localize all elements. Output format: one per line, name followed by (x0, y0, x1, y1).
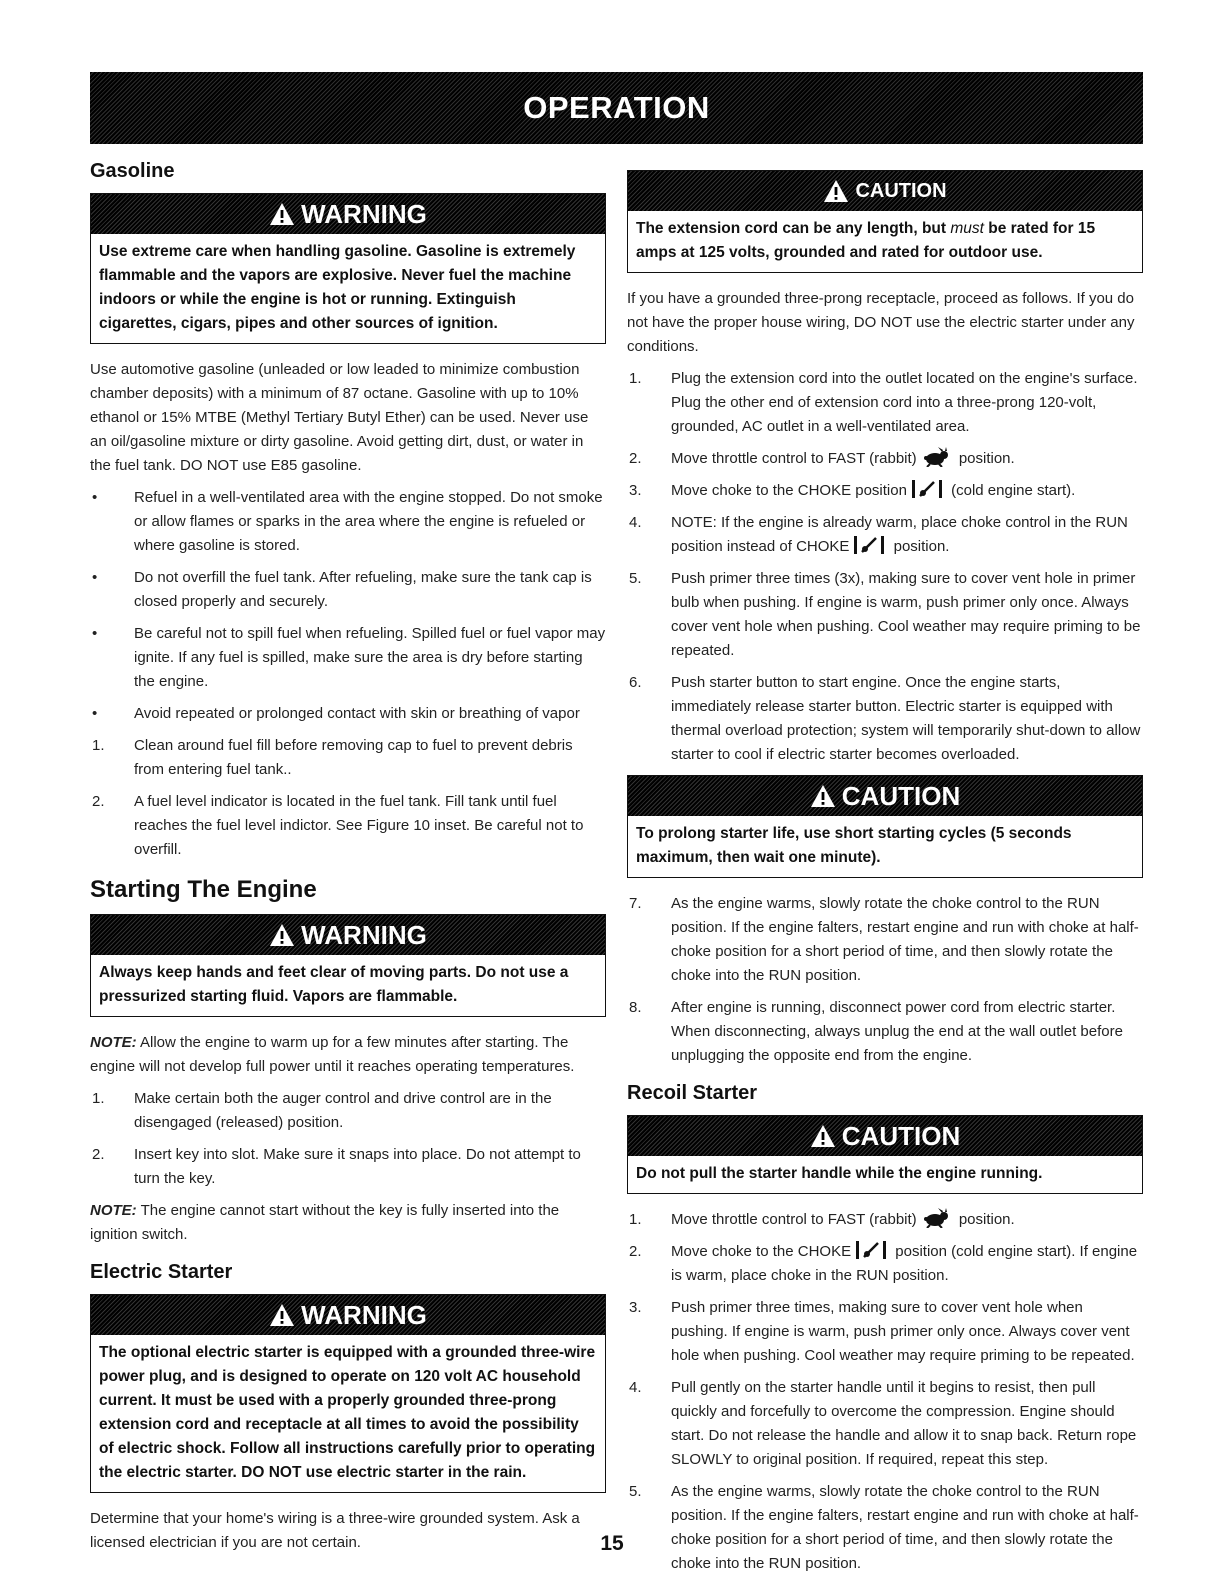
section-title-recoil-starter: Recoil Starter (627, 1082, 758, 1104)
starting-warning-box (90, 914, 606, 1017)
list-item: 3. Move choke to the CHOKE position (cold engine start). (627, 479, 1143, 503)
right-column (627, 158, 1143, 1584)
starting-steps (90, 1087, 606, 1191)
bullet-marker: • (92, 705, 98, 722)
recoil-caution-box (627, 1115, 1143, 1194)
caution-text: The extension cord can be any length, but must be rated for 15 amps at 125 volts, grounded and rated for outdoor use. (636, 220, 1096, 261)
rabbit-icon (921, 1208, 951, 1228)
list-item: 2. A fuel level indicator is located in the fuel tank. Fill tank until fuel reaches the fuel level indictor. See Figure 10 inset. Be careful not to overfill. (92, 793, 584, 858)
warning-signal-word: WARNING (301, 198, 427, 229)
alert-triangle-icon (269, 1303, 295, 1327)
note-paragraph: NOTE: Allow the engine to warm up for a few minutes after starting. The engine will not develop full power until it reaches operating temperatures. (90, 1034, 575, 1075)
alert-triangle-icon (269, 923, 295, 947)
electric-paragraph: Determine that your home's wiring is a three-wire grounded system. Ask a licensed electrician if you are not certain. (90, 1510, 580, 1551)
alert-triangle-icon (810, 1124, 836, 1148)
choke-symbol-icon (854, 1240, 888, 1260)
warning-signal-word: WARNING (301, 919, 427, 950)
list-item: 1. Clean around fuel fill before removing cap to fuel to prevent debris from entering fuel tank.. (92, 737, 573, 778)
section-title-electric-starter: Electric Starter (90, 1261, 233, 1283)
rabbit-icon (921, 447, 951, 467)
list-item: 3. Push primer three times, making sure to cover vent hole when pushing. If engine is warm, push primer only once. Always cover vent hole when pushing. Cool weather may require priming to be repeated. (629, 1299, 1135, 1364)
bullet-marker: • (92, 569, 98, 586)
caution-text: Do not pull the starter handle while the engine running. (636, 1165, 1043, 1182)
bullet-marker: • (92, 625, 98, 642)
list-item: • Do not overfill the fuel tank. After refueling, make sure the tank cap is closed properly and securely. (90, 566, 606, 614)
caution-banner (628, 1116, 1142, 1156)
warning-text: The optional electric starter is equipped with a grounded three-wire power plug, and is designed to operate on 120 volt AC household current. It must be used with a properly grounded three-prong extension cord and receptacle at all times to avoid the possibility of electric shock. Follow all instructions carefully prior to operating the electric starter. DO NOT use electric starter in the rain. (99, 1344, 596, 1481)
left-column (90, 158, 606, 1563)
page-number: 15 (600, 1532, 624, 1555)
caution-signal-word: CAUTION (855, 179, 947, 202)
warning-text: Use extreme care when handling gasoline. Gasoline is extremely flammable and the vapors are explosive. Never fuel the machine indoors or while the engine is hot or running. Extinguish cigarettes, cigars, pipes and other sources of ignition. (99, 243, 576, 332)
gasoline-bullet-list (90, 486, 606, 726)
alert-triangle-icon (810, 784, 836, 808)
list-item: 8. After engine is running, disconnect power cord from electric starter. When disconnecting, always unplug the end at the wall outlet before unplugging the opposite end from the engine. (629, 999, 1123, 1064)
list-item: • Be careful not to spill fuel when refueling. Spilled fuel or fuel vapor may ignite. If any fuel is spilled, make sure the area is dry before starting the engine. (90, 622, 606, 694)
list-item: 1. Make certain both the auger control and drive control are in the disengaged (released) position. (92, 1090, 552, 1131)
caution-signal-word: CAUTION (841, 1120, 961, 1151)
warning-banner (91, 915, 605, 955)
list-item: 7. As the engine warms, slowly rotate the choke control to the RUN position. If the engine falters, restart engine and run with choke at half-choke position for a short period of time, and then slowly rotate the choke into the RUN position. (629, 895, 1139, 984)
warning-banner (91, 1295, 605, 1335)
caution-text: To prolong starter life, use short starting cycles (5 seconds maximum, then wait one minute). (636, 825, 1072, 866)
list-item: 2. Insert key into slot. Make sure it snaps into place. Do not attempt to turn the key. (92, 1146, 581, 1187)
electric-warning-box (90, 1294, 606, 1493)
electric-steps (627, 367, 1143, 767)
starter-life-caution-box (627, 775, 1143, 878)
gasoline-steps (90, 734, 606, 862)
extension-cord-caution-box (627, 170, 1143, 273)
choke-symbol-icon (910, 479, 944, 499)
caution-banner (628, 776, 1142, 816)
alert-triangle-icon (823, 179, 849, 203)
section-title-starting-engine: Starting The Engine (90, 876, 317, 903)
gasoline-warning-box (90, 193, 606, 344)
list-item: 4. NOTE: If the engine is already warm, place choke control in the RUN position instead of CHOKE position. (629, 514, 1128, 555)
page-header-banner (90, 72, 1143, 144)
bullet-marker: • (92, 489, 98, 506)
list-item: • Avoid repeated or prolonged contact with skin or breathing of vapor (90, 702, 606, 726)
list-item: 5. As the engine warms, slowly rotate the choke control to the RUN position. If the engine falters, restart engine and run with choke at half-choke position for a short period of time, and then slowly rotate the choke into the RUN position. (629, 1483, 1139, 1572)
alert-triangle-icon (269, 202, 295, 226)
warning-banner (91, 194, 605, 234)
note-paragraph: NOTE: The engine cannot start without the key is fully inserted into the ignition switch. (90, 1202, 560, 1243)
note-label: NOTE: (90, 1202, 137, 1219)
recoil-steps (627, 1208, 1143, 1576)
list-item: 2. Move throttle control to FAST (rabbit) position. (627, 447, 1143, 471)
list-item: 6. Push starter button to start engine. Once the engine starts, immediately release starter button. Electric starter is equipped with thermal overload protection; system will temporarily shut-down to allow starter to cool if electric starter becomes overloaded. (629, 674, 1141, 763)
list-item: 1. Move throttle control to FAST (rabbit) position. (627, 1208, 1143, 1232)
warning-signal-word: WARNING (301, 1299, 427, 1330)
list-item: 5. Push primer three times (3x), making sure to cover vent hole in primer bulb when pushing. If engine is warm, push primer only once. Always cover vent hole when pushing. Cool weather may require priming to be repeated. (629, 570, 1141, 659)
gasoline-paragraph: Use automotive gasoline (unleaded or low leaded to minimize combustion chamber deposits) with a minimum of 87 octane. Gasoline with up to 10% ethanol or 15% MTBE (Methyl Tertiary Butyl Ether) can be used. Never use an oil/gasoline mixture or dirty gasoline. Avoid getting dirt, dust, or water in the fuel tank. DO NOT use E85 gasoline. (90, 361, 589, 474)
list-item: 2. Move choke to the CHOKE position (cold engine start). If engine is warm, place choke in the RUN position. (627, 1240, 1143, 1288)
list-item: 1. Plug the extension cord into the outlet located on the engine's surface. Plug the other end of extension cord into a three-prong 120-volt, grounded, AC outlet in a well-ventilated area. (629, 370, 1138, 435)
choke-symbol-icon (852, 535, 886, 555)
caution-signal-word: CAUTION (841, 780, 961, 811)
page-title: OPERATION (523, 90, 710, 125)
section-title-gasoline: Gasoline (90, 160, 175, 182)
list-item: 4. Pull gently on the starter handle until it begins to resist, then pull quickly and forcefully to overcome the compression. Engine should start. Do not release the handle and allow it to snap back. Return rope SLOWLY to original position. If required, repeat this step. (629, 1379, 1137, 1468)
warning-text: Always keep hands and feet clear of moving parts. Do not use a pressurized starting fluid. Vapors are flammable. (99, 964, 569, 1005)
note-label: NOTE: (90, 1034, 137, 1051)
caution-banner (628, 171, 1142, 211)
list-item: • Refuel in a well-ventilated area with the engine stopped. Do not smoke or allow flames or sparks in the area where the engine is refueled or where gasoline is stored. (90, 486, 606, 558)
electric-steps-continued (627, 892, 1143, 1068)
electric-intro: If you have a grounded three-prong receptacle, proceed as follows. If you do not have the proper house wiring, DO NOT use the electric starter under any conditions. (627, 290, 1135, 355)
